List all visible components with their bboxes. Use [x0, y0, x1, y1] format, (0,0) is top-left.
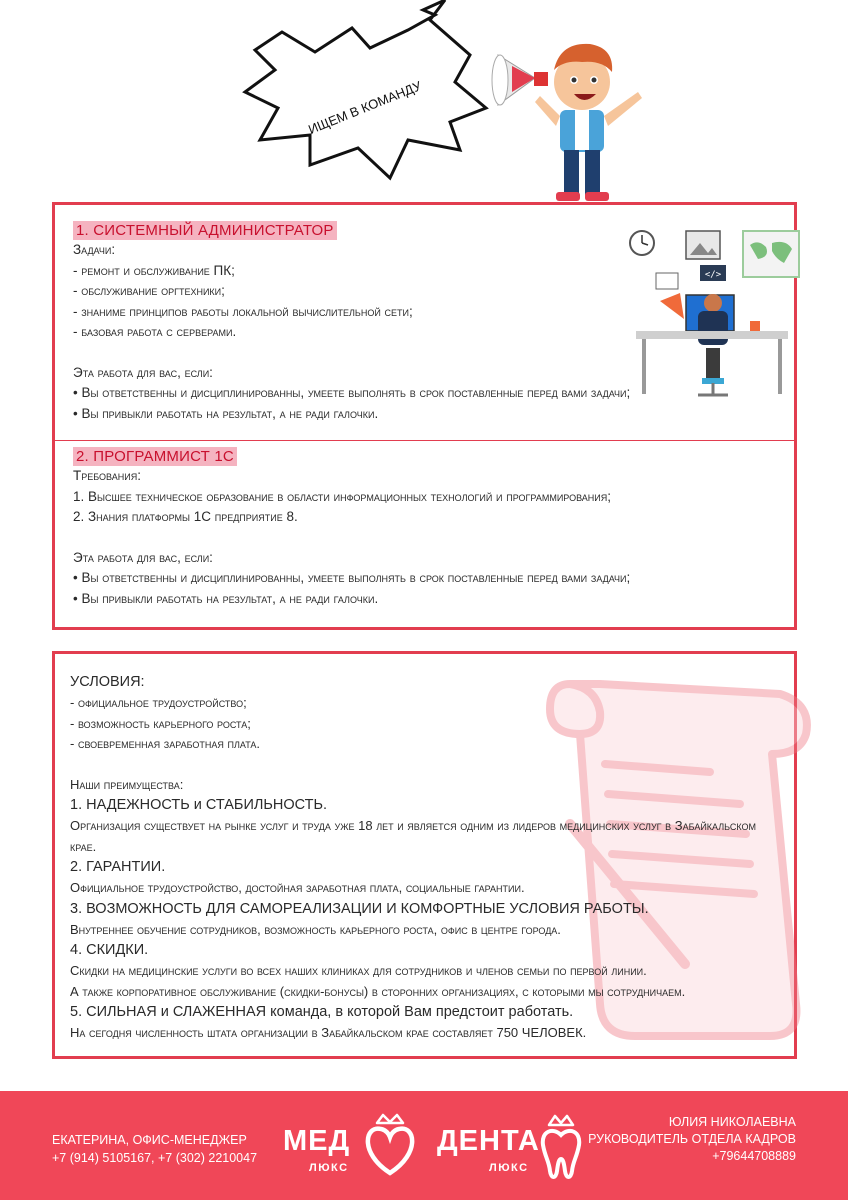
programmer-at-desk-illustration — [620, 223, 805, 398]
vacancies-box — [52, 202, 797, 630]
task-item: - базовая работа с серверами. — [73, 324, 237, 339]
fit-item: • Вы ответственны и дисциплинированны, умеете выполнять в срок поставленные перед вами задачи; — [73, 570, 631, 585]
tasks-label: Задачи: — [73, 242, 116, 257]
advantage-heading: 4. СКИДКИ. — [70, 942, 149, 958]
logo-word: ДЕНТА — [437, 1125, 540, 1157]
advantage-heading: 5. СИЛЬНАЯ и СЛАЖЕННАЯ команда, в которой Вам предстоит работать. — [70, 1004, 574, 1020]
advantage-text: Внутреннее обучение сотрудников, возможность карьерного роста, офис в центре города. — [70, 921, 561, 937]
tooth-crown-icon — [539, 1113, 584, 1183]
logo-sub: ЛЮКС — [309, 1162, 349, 1174]
advantage-text: Скидки на медицинские услуги во всех наших клиниках для сотрудников и членов семьи по первой линии. — [70, 963, 647, 978]
vacancy-1c-section — [73, 447, 630, 609]
advantage-text: А также корпоративное обслуживание (скидки-бонусы) в сторонних организациях, с которыми мы сотрудничаем. — [70, 983, 686, 999]
condition-item: - официальное трудоустройство; — [70, 695, 247, 710]
task-item: - обслуживание оргтехники; — [73, 283, 225, 298]
requirements-label: Требования: — [73, 468, 141, 483]
speech-burst — [240, 0, 490, 190]
boy-megaphone-illustration — [490, 30, 645, 205]
vacancy-1c-title: 2. ПРОГРАММИСТ 1С — [73, 447, 237, 466]
conditions-title: УСЛОВИЯ: — [70, 674, 145, 690]
task-item: - ремонт и обслуживание ПК; — [73, 262, 235, 278]
banner-text: ИЩЕМ В КОМАНДУ — [306, 78, 424, 138]
contact-phone: +79644708889 — [712, 1149, 796, 1163]
vacancy-sysadmin-section — [73, 221, 630, 424]
advantages-label: Наши преимущества: — [70, 776, 184, 792]
fit-item: • Вы привыкли работать на результат, а не ради галочки. — [73, 405, 379, 421]
contact-hr-head — [588, 1114, 796, 1165]
condition-item: - возможность карьерного роста; — [70, 715, 251, 731]
fit-label: Эта работа для вас, если: — [73, 549, 213, 565]
fit-item: • Вы привыкли работать на результат, а не ради галочки. — [73, 590, 379, 606]
medlux-logo — [283, 1113, 423, 1183]
conditions-box — [52, 651, 797, 1059]
fit-item: • Вы ответственны и дисциплинированны, умеете выполнять в срок поставленные перед вами задачи; — [73, 385, 631, 400]
dentalux-logo — [437, 1113, 587, 1183]
advantage-text: Организация существует на рынке услуг и труда уже 18 лет и является одним из лидеров медицинских услуг в Забайкальском крае. — [70, 818, 757, 854]
contact-name: ЕКАТЕРИНА, ОФИС-МЕНЕДЖЕР — [52, 1133, 247, 1147]
contact-name: ЮЛИЯ НИКОЛАЕВНА — [668, 1115, 796, 1129]
conditions-content — [70, 672, 784, 1044]
advantage-text: На сегодня численность штата организации в Забайкальском крае составляет 750 ЧЕЛОВЕК. — [70, 1025, 587, 1040]
fit-label: Эта работа для вас, если: — [73, 364, 213, 380]
advantage-heading: 1. НАДЕЖНОСТЬ и СТАБИЛЬНОСТЬ. — [70, 797, 328, 813]
advantage-heading: 3. ВОЗМОЖНОСТЬ ДЛЯ САМОРЕАЛИЗАЦИИ И КОМФОРТНЫЕ УСЛОВИЯ РАБОТЫ. — [70, 900, 649, 917]
contact-role: РУКОВОДИТЕЛЬ ОТДЕЛА КАДРОВ — [588, 1132, 796, 1146]
vacancy-sysadmin-title: 1. СИСТЕМНЫЙ АДМИНИСТРАТОР — [73, 221, 337, 240]
section-divider — [55, 440, 794, 441]
contact-phone: +7 (914) 5105167, +7 (302) 2210047 — [52, 1151, 258, 1165]
svg-text:</>: </> — [704, 270, 722, 280]
requirement-item: 2. Знания платформы 1С предприятие 8. — [73, 509, 298, 524]
task-item: - знаниме принципов работы локальной вычислительной сети; — [73, 303, 413, 319]
footer — [0, 1091, 848, 1200]
advantage-text: Официальное трудоустройство, достойная заработная плата, социальные гарантии. — [70, 880, 525, 895]
contact-office-manager — [52, 1131, 257, 1167]
advantage-heading: 2. ГАРАНТИИ. — [70, 859, 166, 875]
logo-sub: ЛЮКС — [489, 1162, 529, 1174]
requirement-item: 1. Высшее техническое образование в области информационных технологий и программирования; — [73, 488, 612, 504]
logo-word: МЕД — [283, 1125, 351, 1157]
heart-crown-icon — [363, 1113, 418, 1177]
condition-item: - своевременная заработная плата. — [70, 736, 261, 751]
